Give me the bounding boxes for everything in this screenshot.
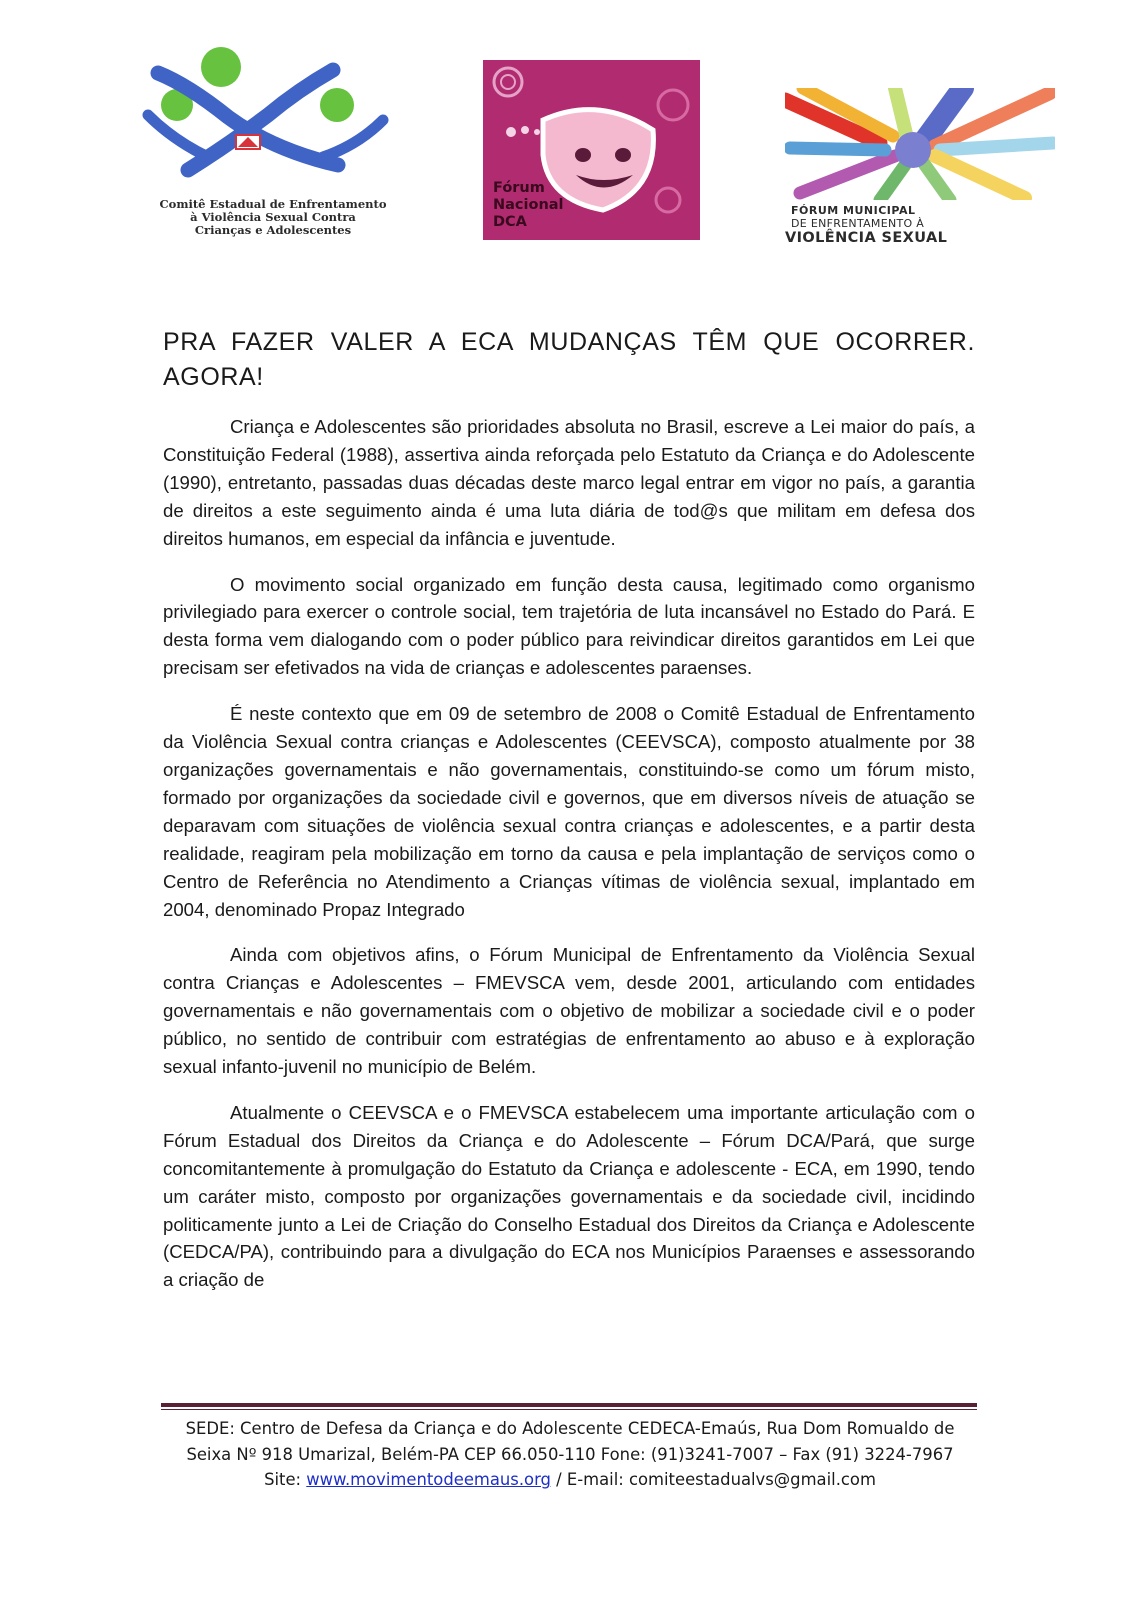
footer-contact-line	[150, 1467, 990, 1493]
forum-dca-caption-line: Fórum	[493, 180, 545, 196]
paragraph: Criança e Adolescentes são prioridades absoluta no Brasil, escreve a Lei maior do país, a Constituição Federal (1988), assertiva ainda reforçada pelo Estatuto da Criança e do Adolescente (1990), entretanto, passadas duas décadas deste marco legal entrar em vigor no país, a garantia de direitos a este seguimento ainda é uma luta diária de tod@s que militam em defesa dos direitos humanos, em especial da infância e juventude.	[163, 416, 975, 549]
forum-municipal-caption-line: DE ENFRENTAMENTO À	[791, 217, 925, 230]
committee-emblem-icon	[128, 45, 418, 195]
forum-dca-logo	[483, 60, 700, 240]
committee-caption	[128, 198, 418, 237]
document-title: PRA FAZER VALER A ECA MUDANÇAS TÊM QUE OCORRER. AGORA!	[163, 328, 975, 391]
paragraph: Atualmente o CEEVSCA e o FMEVSCA estabelecem uma importante articulação com o Fórum Estadual dos Direitos da Criança e do Adolescente – Fórum DCA/Pará, que surge concomitantemente à promulgação do Estatuto da Criança e adolescente - ECA, em 1990, tendo um caráter misto, composto por organizações governamentais e da sociedade civil, incidindo politicamente junto a Lei de Criação do Conselho Estadual dos Direitos da Criança e Adolescente (CEDCA/PA), contribuindo para a divulgação do ECA nos Municípios Paraenses e assessorando a criação de	[163, 1101, 975, 1291]
forum-dca-caption	[493, 180, 564, 231]
paragraph: O movimento social organizado em função desta causa, legitimado como organismo privilegiado para exercer o controle social, tem trajetória de luta incansável no Estado do Pará. E desta forma vem dialogando com o poder público para reivindicar direitos garantidos em Lei que precisam ser efetivados na vida de crianças e adolescentes paraenses.	[163, 573, 975, 679]
committee-caption-line: Crianças e Adolescentes	[194, 223, 352, 237]
header-logos	[0, 0, 1131, 260]
email-text: / E-mail: comiteestadualvs@gmail.com	[550, 1470, 876, 1489]
forum-dca-caption-line: DCA	[493, 214, 527, 230]
footer-address	[150, 1416, 990, 1493]
committee-caption-line: Comitê Estadual de Enfrentamento	[159, 197, 387, 211]
footer-divider-thin	[161, 1409, 977, 1410]
paragraph: É neste contexto que em 09 de setembro de 2008 o Comitê Estadual de Enfrentamento da Violência Sexual contra crianças e Adolescentes (CEEVSCA), composto atualmente por 38 organizações governamentais e não governamentais, constituindo-se como um fórum misto, formado por organizações da sociedade civil e governos, que em diversos níveis de atuação se deparavam com situações de violência sexual contra crianças e adolescentes, e a partir desta realidade, reagiram pela mobilização em torno da causa e pela implantação de serviços como o Centro de Referência no Atendimento a Crianças vítimas de violência sexual, implantado em 2004, denominado Propaz Integrado	[163, 703, 975, 920]
site-link[interactable]: www.movimentodeemaus.org	[306, 1470, 551, 1489]
forum-municipal-caption	[785, 204, 1055, 246]
site-label: Site:	[264, 1470, 307, 1489]
footer-line: SEDE: Centro de Defesa da Criança e do Adolescente CEDECA-Emaús, Rua Dom Romualdo de	[185, 1419, 955, 1438]
paragraph: Ainda com objetivos afins, o Fórum Municipal de Enfrentamento da Violência Sexual contra Crianças e Adolescentes – FMEVSCA vem, desde 2001, articulando com entidades governamentais e não governamentais com o objetivo de mobilizar a sociedade civil e o poder público, no sentido de contribuir com estratégias de enfrentamento ao abuso e à exploração sexual infanto-juvenil no município de Belém.	[163, 944, 975, 1078]
forum-dca-caption-line: Nacional	[493, 197, 564, 213]
committee-caption-line: à Violência Sexual Contra	[190, 210, 356, 224]
committee-logo	[128, 45, 418, 245]
document-body	[163, 325, 975, 1312]
forum-municipal-caption-line: VIOLÊNCIA SEXUAL	[785, 230, 948, 246]
hands-together-icon	[785, 88, 1055, 200]
forum-municipal-logo	[785, 88, 1055, 246]
footer-divider	[161, 1403, 977, 1407]
forum-municipal-caption-line: FÓRUM MUNICIPAL	[791, 204, 916, 217]
footer-line: Seixa Nº 918 Umarizal, Belém-PA CEP 66.050-110 Fone: (91)3241-7007 – Fax (91) 3224-7967	[186, 1444, 954, 1464]
